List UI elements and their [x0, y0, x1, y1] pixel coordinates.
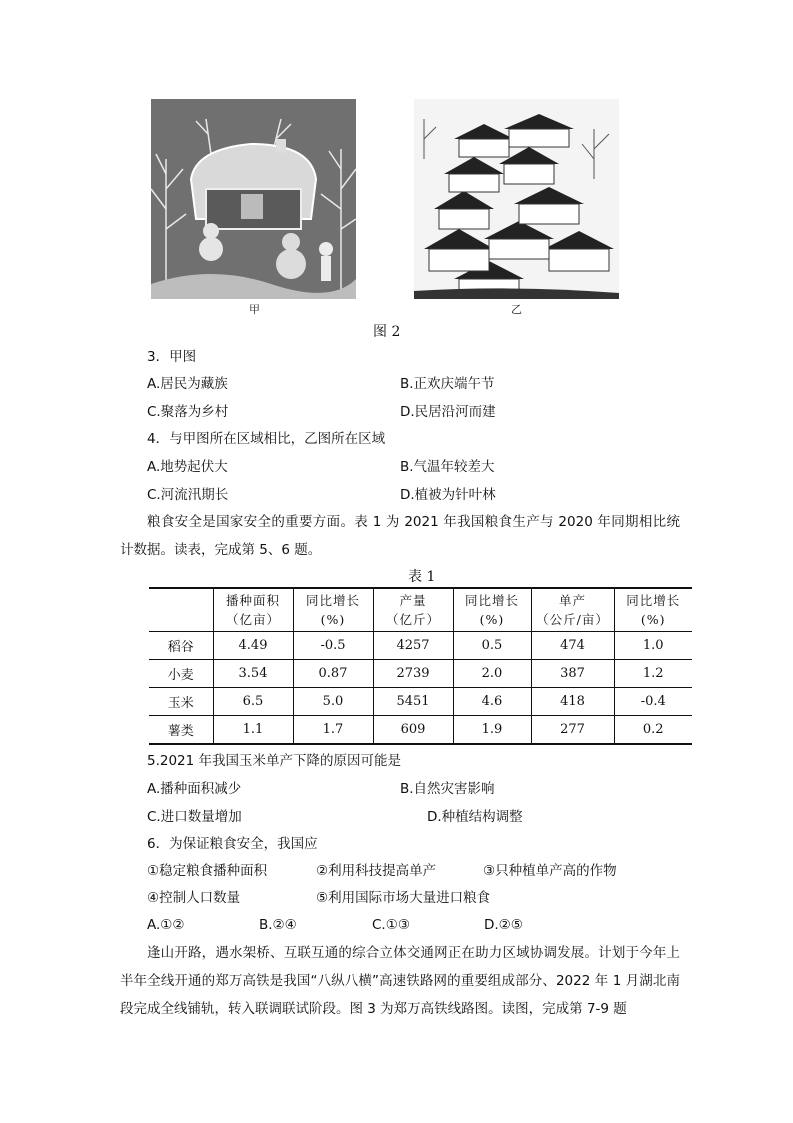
table-cell: 1.9: [453, 716, 531, 745]
intro-paragraph-1: 粮食安全是国家安全的重要方面。表 1 为 2021 年我国粮食生产与 2020 年同期相比统计数据。读表，完成第 5、6 题。: [120, 514, 680, 558]
header-line: 播种面积: [225, 593, 280, 608]
table-cell: 4.49: [213, 632, 293, 660]
table-cell: 418: [531, 688, 614, 716]
header-line: 产量: [399, 593, 427, 608]
q6-item-1: ①稳定粮食播种面积: [147, 863, 268, 879]
q5-option-c: C.进口数量增加: [147, 809, 242, 825]
header-cell: [531, 588, 614, 632]
header-line: 同比增长: [464, 593, 519, 608]
q3-option-a: A.居民为藏族: [147, 376, 228, 392]
table-cell: 4.6: [453, 688, 531, 716]
header-line: 同比增长: [626, 593, 681, 608]
table-cell: -0.5: [293, 632, 373, 660]
header-cell-empty: [149, 588, 213, 632]
table-cell: 6.5: [213, 688, 293, 716]
q6-item-2: ②利用科技提高单产: [316, 863, 437, 879]
table-cell: 5451: [373, 688, 453, 716]
table-row: [149, 632, 692, 660]
q5-option-a: A.播种面积减少: [147, 781, 242, 797]
header-unit: （公斤/亩）: [536, 612, 609, 627]
header-unit: (%): [640, 612, 666, 627]
q4-option-a: A.地势起伏大: [147, 459, 228, 475]
q3-stem: 3．甲图: [147, 349, 197, 365]
row-label: 薯类: [149, 716, 213, 745]
table-cell: 0.87: [293, 660, 373, 688]
table-cell: 1.1: [213, 716, 293, 745]
header-cell: [614, 588, 692, 632]
row-label: 玉米: [149, 688, 213, 716]
header-unit: (%): [320, 612, 346, 627]
table-cell: 2739: [373, 660, 453, 688]
header-unit: （亿斤）: [385, 612, 440, 627]
header-unit: (%): [479, 612, 505, 627]
table-row: [149, 660, 692, 688]
q5-option-d: D.种植结构调整: [427, 809, 523, 825]
q6-item-4: ④控制人口数量: [147, 890, 241, 906]
table-cell: -0.4: [614, 688, 692, 716]
q6-item-5: ⑤利用国际市场大量进口粮食: [316, 890, 491, 906]
table-row: [149, 688, 692, 716]
figure-jia-image: [151, 99, 356, 299]
q3-option-b: B.正欢庆端午节: [400, 376, 495, 392]
q4-option-c: C.河流汛期长: [147, 487, 229, 503]
q6-option-a: A.①②: [147, 917, 185, 933]
header-cell: [213, 588, 293, 632]
q4-stem: 4．与甲图所在区域相比，乙图所在区域: [147, 431, 386, 447]
row-label: 稻谷: [149, 632, 213, 660]
table-cell: 474: [531, 632, 614, 660]
q3-option-d: D.民居沿河而建: [400, 404, 496, 420]
q5-option-b: B.自然灾害影响: [400, 781, 495, 797]
table-cell: 0.2: [614, 716, 692, 745]
figure-yi-caption: 乙: [511, 303, 522, 316]
table-cell: 2.0: [453, 660, 531, 688]
q6-option-b: B.②④: [259, 917, 297, 933]
header-cell: [293, 588, 373, 632]
table-cell: 1.7: [293, 716, 373, 745]
header-line: 单产: [558, 593, 586, 608]
q6-item-3: ③只种植单产高的作物: [483, 863, 617, 879]
q3-option-c: C.聚落为乡村: [147, 404, 229, 420]
table-cell: 0.5: [453, 632, 531, 660]
figure-jia-caption: 甲: [249, 303, 260, 316]
table-cell: 4257: [373, 632, 453, 660]
intro-paragraph-2: 逢山开路，遇水架桥、互联互通的综合立体交通网正在助力区域协调发展。计划于今年上半年全线开通的郑万高铁是我国“八纵八横”高速铁路网的重要组成部分、2022 年 1 月湖北南段完成全线铺轨，转入联调联试阶段。图 3 为郑万高铁线路图。读图，完成第 7-9 题: [120, 945, 680, 1017]
table-cell: 609: [373, 716, 453, 745]
table-header-row: [149, 588, 692, 632]
figure-yi-image: [414, 99, 619, 299]
q6-option-d: D.②⑤: [484, 917, 523, 933]
header-cell: [453, 588, 531, 632]
q4-option-b: B.气温年较差大: [400, 459, 495, 475]
q6-stem: 6．为保证粮食安全，我国应: [147, 836, 318, 852]
table-cell: 387: [531, 660, 614, 688]
figure-title: 图 2: [373, 324, 401, 340]
header-line: 同比增长: [305, 593, 360, 608]
table-cell: 277: [531, 716, 614, 745]
q5-stem: 5.2021 年我国玉米单产下降的原因可能是: [147, 753, 402, 769]
header-unit: （亿亩）: [225, 612, 280, 627]
table-cell: 1.2: [614, 660, 692, 688]
q6-option-c: C.①③: [372, 917, 410, 933]
q4-option-d: D.植被为针叶林: [400, 487, 496, 503]
table-cell: 5.0: [293, 688, 373, 716]
table-title: 表 1: [408, 569, 436, 585]
table-cell: 3.54: [213, 660, 293, 688]
header-cell: [373, 588, 453, 632]
table-cell: 1.0: [614, 632, 692, 660]
data-table: [149, 587, 692, 745]
row-label: 小麦: [149, 660, 213, 688]
table-row: [149, 716, 692, 745]
